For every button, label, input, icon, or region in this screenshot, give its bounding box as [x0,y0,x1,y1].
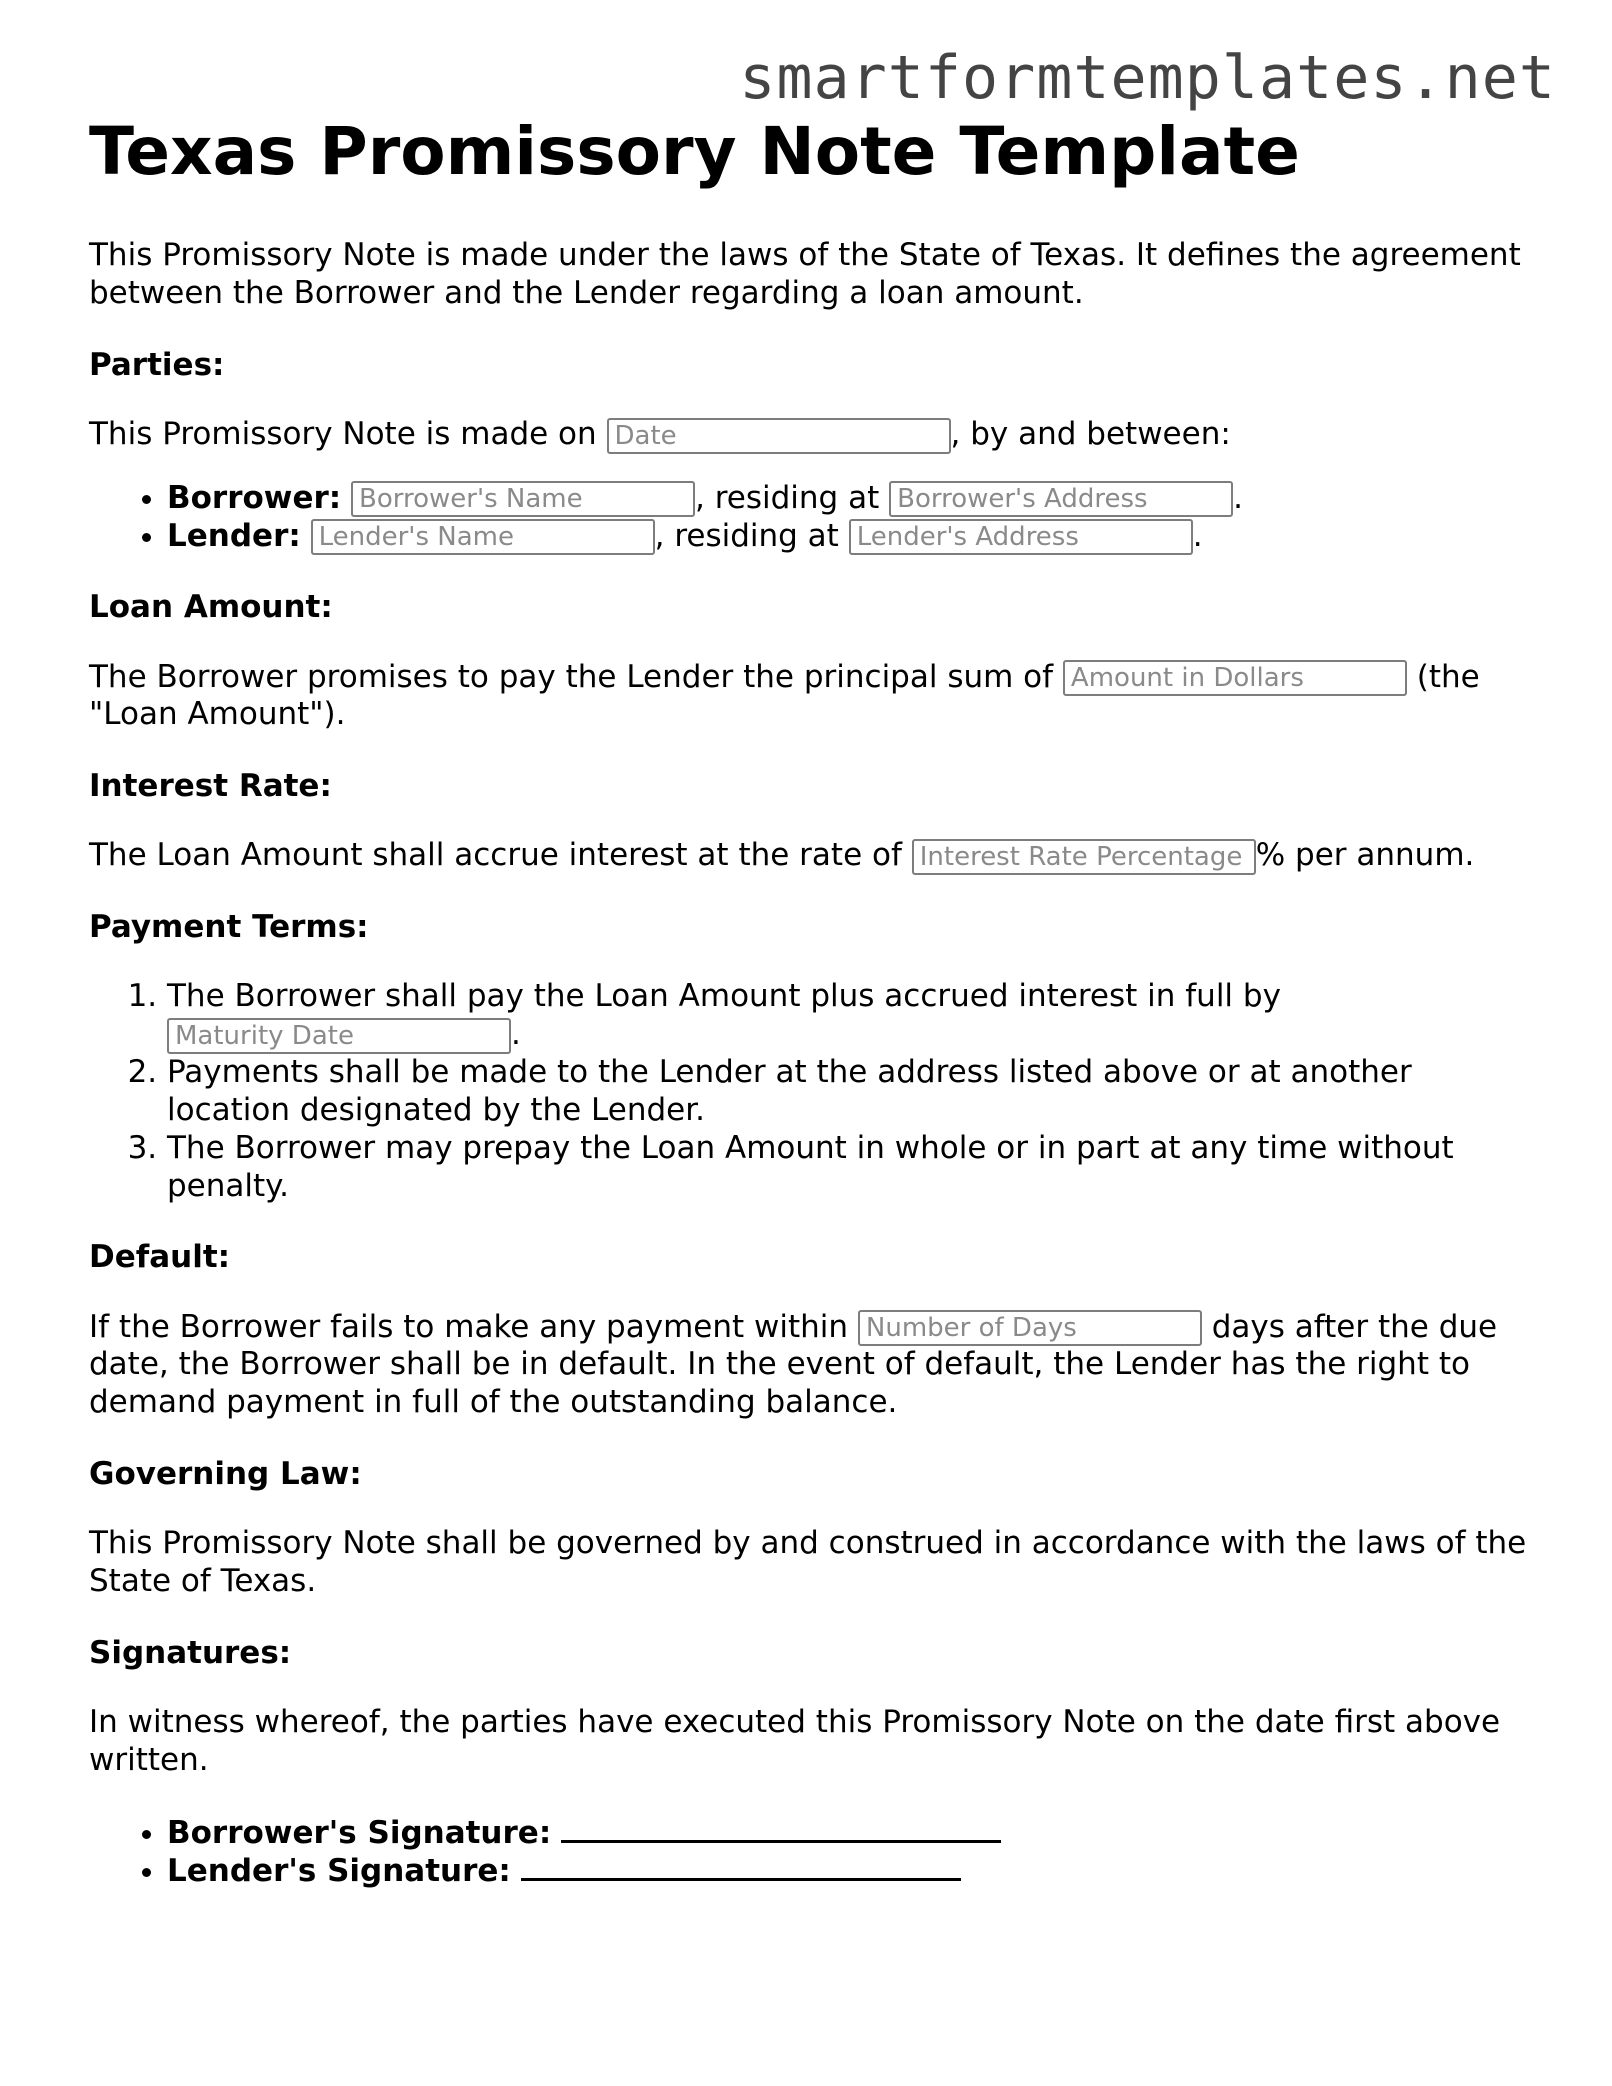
loan-amount-prefix: The Borrower promises to pay the Lender the principal sum of [89,658,1054,695]
maturity-date-input[interactable] [167,1018,511,1054]
governing-law-paragraph: This Promissory Note shall be governed by and construed in accordance with the laws of the State of Texas. [89,1525,1527,1599]
loan-amount-suffix: (the "Loan Amount"). [89,658,1480,733]
interest-rate-suffix: % per annum. [1255,837,1475,874]
default-prefix: If the Borrower fails to make any payment within [89,1308,849,1345]
residing-at-text: , residing at [654,517,839,554]
governing-law-heading: Governing Law: [89,1455,362,1492]
parties-paragraph [89,416,1529,454]
payment-terms-list [89,978,1529,1205]
lender-address-input[interactable] [849,519,1193,555]
list-item-lender [167,518,1529,556]
document [89,112,1529,1925]
default-suffix: days after the due date, the Borrower shall be in default. In the event of default, the Lender has the right to demand payment in full of the outstanding balance. [89,1308,1498,1421]
borrower-label: Borrower: [167,479,342,516]
default-heading: Default: [89,1239,231,1276]
signatures-heading: Signatures: [89,1634,292,1671]
term-1-suffix: . [511,1016,521,1053]
loan-amount-heading: Loan Amount: [89,589,333,626]
interest-rate-input[interactable] [912,839,1256,875]
lender-name-input[interactable] [311,519,655,555]
list-item-borrower-signature [167,1814,1529,1853]
period-text: . [1233,479,1243,516]
watermark: smartformtemplates.net [739,43,1556,113]
lender-label: Lender: [167,517,301,554]
parties-heading: Parties: [89,346,225,383]
borrower-signature-line[interactable] [561,1814,1001,1843]
page-title: Texas Promissory Note Template [89,113,1300,190]
interest-rate-paragraph [89,837,1529,875]
loan-amount-paragraph [89,659,1529,735]
made-on-prefix: This Promissory Note is made on [89,416,597,452]
parties-list [89,480,1529,556]
borrower-name-input[interactable] [351,481,695,517]
signatures-paragraph: In witness whereof, the parties have executed this Promissory Note on the date first above written. [89,1703,1501,1778]
intro-paragraph: This Promissory Note is made under the laws of the State of Texas. It defines the agreement between the Borrower and the Lender regarding a loan amount. [89,237,1521,311]
list-item-borrower [167,480,1529,518]
lender-signature-label: Lender's Signature: [167,1853,511,1890]
amount-input[interactable] [1063,660,1407,696]
borrower-address-input[interactable] [889,481,1233,517]
date-input[interactable] [607,418,951,454]
list-item-lender-signature [167,1852,1529,1891]
borrower-signature-label: Borrower's Signature: [167,1814,552,1851]
default-paragraph [89,1309,1529,1422]
payment-terms-heading: Payment Terms: [89,909,369,946]
interest-rate-prefix: The Loan Amount shall accrue interest at the rate of [89,837,902,874]
lender-signature-line[interactable] [521,1852,961,1881]
interest-rate-heading: Interest Rate: [89,768,332,805]
made-on-suffix: , by and between: [950,416,1231,452]
signatures-list [89,1814,1529,1892]
list-item [167,978,1529,1054]
number-of-days-input[interactable] [858,1310,1202,1346]
term-1-prefix: The Borrower shall pay the Loan Amount plus accrued interest in full by [167,978,1281,1015]
list-item: 2. Payments shall be made to the Lender at the address listed above or at another location designated by the Lender. [167,1054,1529,1130]
residing-at-text: , residing at [695,479,880,516]
period-text: . [1192,517,1203,554]
list-item: 3. The Borrower may prepay the Loan Amount in whole or in part at any time without penalty. [167,1130,1529,1206]
